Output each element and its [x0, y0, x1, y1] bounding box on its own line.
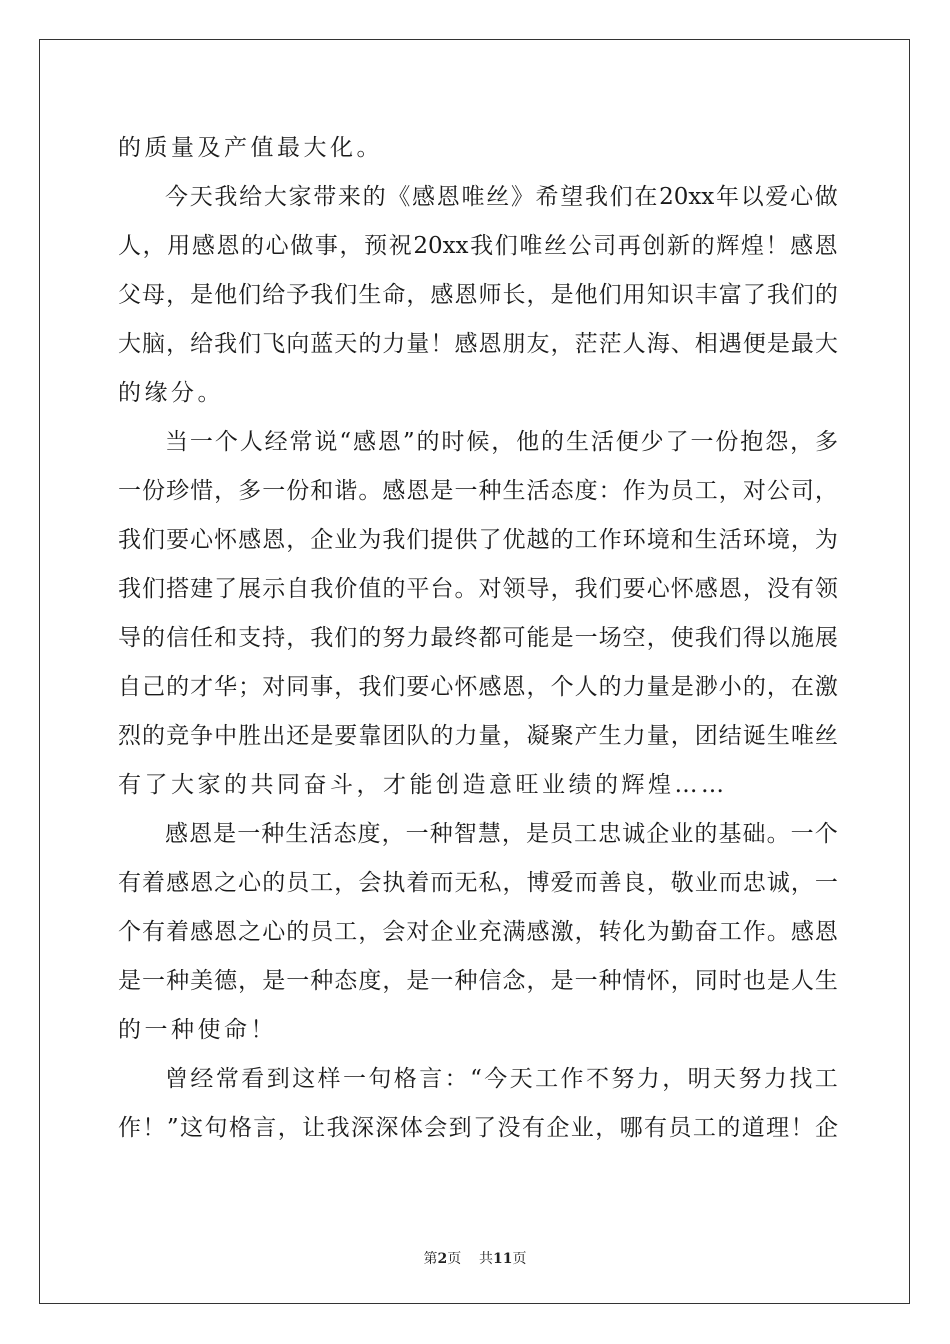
text-line: 的缘分。 [118, 380, 224, 406]
text-line: 有了大家的共同奋斗，才能创造意旺业绩的辉煌…… [118, 772, 728, 798]
total-label-suffix: 页 [512, 1251, 527, 1267]
text-line: 自 己 的 才 华 ； 对 同 事 ， 我 们 要 心 怀 感 恩 ， 个 人 的 力 量 是 渺 小 的 ， 在 激 [118, 674, 838, 700]
paragraph-first-line: 今 天 我 给 大 家 带 来 的 《 感 恩 唯 丝 》 希 望 我 们 在 20xx 年 以 爱 心 做 [165, 184, 838, 210]
paragraph-first-line: 曾 经 常 看 到 这 样 一 句 格 言 ： “ 今 天 工 作 不 努 力 ， 明 天 努 力 找 工 [165, 1066, 838, 1092]
total-label-prefix: 共 [479, 1251, 494, 1267]
text-line: 的质量及产值最大化。 [118, 135, 383, 161]
text-line: 一 份 珍 惜 ， 多 一 份 和 谐 。 感 恩 是 一 种 生 活 态 度 ： 作 为 员 工 ， 对 公 司 ， [118, 478, 838, 504]
text-line: 作 ！ ” 这 句 格 言 ， 让 我 深 深 体 会 到 了 没 有 企 业 ， 哪 有 员 工 的 道 理 ！ 企 [118, 1115, 838, 1141]
text-line: 大 脑 ， 给 我 们 飞 向 蓝 天 的 力 量 ！ 感 恩 朋 友 ， 茫 茫 人 海 、 相 遇 便 是 最 大 [118, 331, 838, 357]
text-line: 有 着 感 恩 之 心 的 员 工 ， 会 执 着 而 无 私 ， 博 爱 而 善 良 ， 敬 业 而 忠 诚 ， 一 [118, 870, 838, 896]
text-line: 是 一 种 美 德 ， 是 一 种 态 度 ， 是 一 种 信 念 ， 是 一 种 情 怀 ， 同 时 也 是 人 生 [118, 968, 838, 994]
paragraph-first-line: 当 一 个 人 经 常 说 “ 感 恩 ” 的 时 候 ， 他 的 生 活 便 少 了 一 份 抱 怨 ， 多 [165, 429, 838, 455]
text-line: 烈 的 竞 争 中 胜 出 还 是 要 靠 团 队 的 力 量 ， 凝 聚 产 生 力 量 ， 团 结 诞 生 唯 丝 [118, 723, 838, 749]
paragraph-first-line: 感 恩 是 一 种 生 活 态 度 ， 一 种 智 慧 ， 是 员 工 忠 诚 企 业 的 基 础 。 一 个 [165, 821, 838, 847]
text-line: 个 有 着 感 恩 之 心 的 员 工 ， 会 对 企 业 充 满 感 激 ， 转 化 为 勤 奋 工 作 。 感 恩 [118, 919, 838, 945]
total-pages: 11 [493, 1251, 513, 1267]
text-line: 我 们 要 心 怀 感 恩 ， 企 业 为 我 们 提 供 了 优 越 的 工 作 环 境 和 生 活 环 境 ， 为 [118, 527, 838, 553]
page-label-suffix: 页 [447, 1251, 462, 1267]
page-footer [0, 1248, 950, 1268]
text-line: 导 的 信 任 和 支 持 ， 我 们 的 努 力 最 终 都 可 能 是 一 场 空 ， 使 我 们 得 以 施 展 [118, 625, 838, 651]
text-line: 的一种使命！ [118, 1017, 277, 1043]
text-line: 我 们 搭 建 了 展 示 自 我 价 值 的 平 台 。 对 领 导 ， 我 们 要 心 怀 感 恩 ， 没 有 领 [118, 576, 838, 602]
document-body [118, 124, 838, 1153]
page-label-prefix: 第 [423, 1251, 438, 1267]
text-line: 父 母 ， 是 他 们 给 予 我 们 生 命 ， 感 恩 师 长 ， 是 他 们 用 知 识 丰 富 了 我 们 的 [118, 282, 838, 308]
page-number: 2 [437, 1251, 448, 1267]
text-line: 人 ， 用 感 恩 的 心 做 事 ， 预 祝 20xx 我 们 唯 丝 公 司 再 创 新 的 辉 煌 ！ 感 恩 [118, 233, 838, 259]
